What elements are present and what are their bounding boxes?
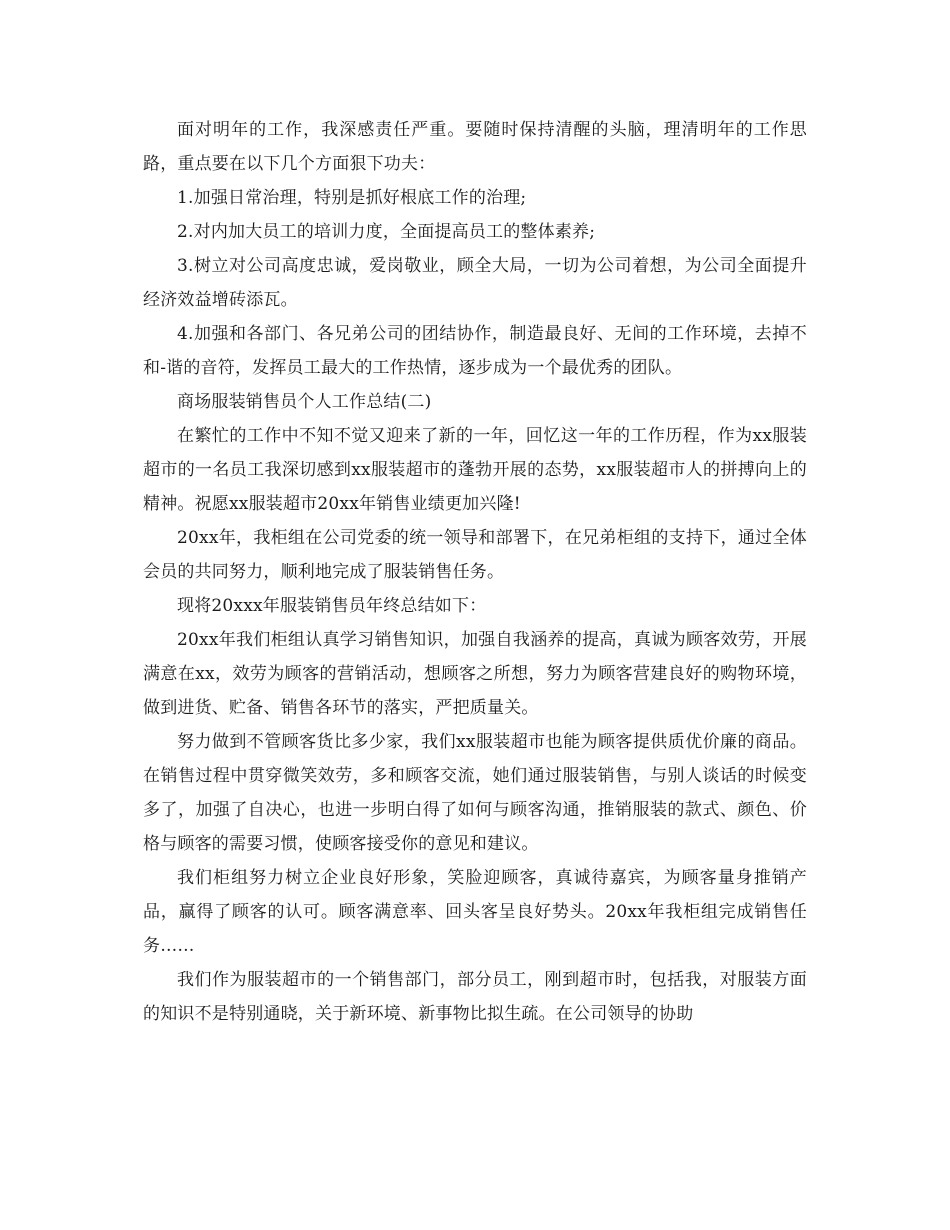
paragraph: 在繁忙的工作中不知不觉又迎来了新的一年，回忆这一年的工作历程，作为xx服装超市的一名员工我深切感到xx服装超市的蓬勃开展的态势，xx服装超市人的拼搏向上的精神。祝愿xx服装超市20xx年销售业绩更加兴隆! [143, 426, 807, 514]
paragraph: 努力做到不管顾客货比多少家，我们xx服装超市也能为顾客提供质优价廉的商品。在销售过程中贯穿微笑效劳，多和顾客交流，她们通过服装销售，与别人谈话的时候变多了，加强了自决心，也进一步明白得了如何与顾客沟通，推销服装的款式、颜色、价格与顾客的需要习惯，使顾客接受你的意见和建议。 [143, 732, 807, 854]
paragraph: 4.加强和各部门、各兄弟公司的团结协作，制造最良好、无间的工作环境，去掉不和-谐的音符，发挥员工最大的工作热情，逐步成为一个最优秀的团队。 [143, 324, 807, 378]
document-body [143, 113, 807, 1031]
section-heading: 商场服装销售员个人工作总结(二) [177, 392, 432, 412]
paragraph: 2.对内加大员工的培训力度，全面提高员工的整体素养; [177, 222, 596, 242]
paragraph: 我们柜组努力树立企业良好形象，笑脸迎顾客，真诚待嘉宾，为顾客量身推销产品，赢得了顾客的认可。顾客满意率、回头客呈良好势头。20xx年我柜组完成销售任务…… [143, 868, 807, 956]
paragraph: 20xx年，我柜组在公司党委的统一领导和部署下，在兄弟柜组的支持下，通过全体会员的共同努力，顺利地完成了服装销售任务。 [143, 528, 807, 582]
paragraph: 1.加强日常治理，特别是抓好根底工作的治理; [177, 188, 527, 208]
paragraph: 3.树立对公司高度忠诚，爱岗敬业，顾全大局，一切为公司着想，为公司全面提升经济效益增砖添瓦。 [143, 256, 807, 310]
paragraph: 现将20xxx年服装销售员年终总结如下： [177, 596, 487, 616]
paragraph: 我们作为服装超市的一个销售部门，部分员工，刚到超市时，包括我，对服装方面的知识不是特别通晓，关于新环境、新事物比拟生疏。在公司领导的协助 [143, 970, 807, 1024]
paragraph: 20xx年我们柜组认真学习销售知识，加强自我涵养的提高，真诚为顾客效劳，开展满意在xx，效劳为顾客的营销活动，想顾客之所想，努力为顾客营建良好的购物环境，做到进货、贮备、销售各环节的落实，严把质量关。 [143, 630, 807, 718]
paragraph: 面对明年的工作，我深感责任严重。要随时保持清醒的头脑，理清明年的工作思路，重点要在以下几个方面狠下功夫： [143, 120, 807, 174]
